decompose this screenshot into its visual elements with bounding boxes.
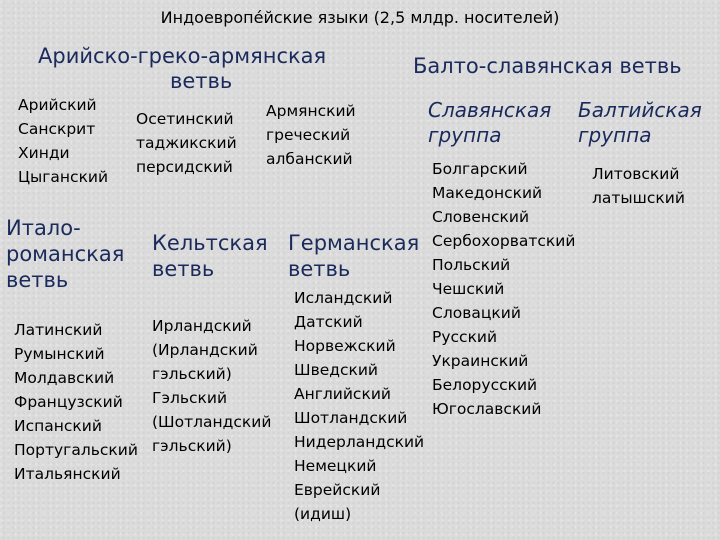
slavic-group-heading [428,98,551,148]
italo-romance-heading [6,215,124,293]
page-title: Индоевропе́йские языки (2,5 млдр. носителей) [160,8,560,27]
list-item: Латинский [14,321,103,339]
germanic-heading [288,230,419,282]
list-item: Белорусский [432,376,538,394]
list-item: (идиш) [294,505,352,523]
list-item: Македонский [432,184,543,202]
list-item: Гэльский [152,389,228,407]
list-item: латышский [592,189,685,207]
list-item: Словацкий [432,304,521,322]
list-item: гэльский) [152,437,232,455]
list-item: Литовский [592,165,680,183]
list-item: Французский [14,393,123,411]
list-item: Словенский [432,208,530,226]
list-item: таджикский [136,134,237,152]
list-item: Исландский [294,289,393,307]
heading-line: Арийско-греко-армянская [38,44,327,68]
list-item: Русский [432,328,498,346]
list-item: Португальский [14,441,138,459]
list-item: Испанский [14,417,102,435]
list-item: Норвежский [294,337,396,355]
list-item: Английский [294,385,391,403]
aryan-greek-armenian-heading [38,44,326,94]
list-item: персидский [136,158,233,176]
list-item: Итальянский [14,465,121,483]
list-item: албанский [266,150,353,168]
list-item: Арийский [18,96,97,114]
list-item: греческий [266,126,351,144]
list-item: Румынский [14,345,105,363]
list-item: Датский [294,313,363,331]
list-item: Цыганский [18,168,109,186]
list-item: Чешский [432,280,505,298]
heading-line: Германская [288,231,420,255]
germanic-list [294,286,424,526]
heading-line: ветвь [6,268,69,292]
iranian-list [136,107,237,179]
baltic-list [592,162,685,210]
list-item: Болгарский [432,160,528,178]
celtic-heading [152,230,268,282]
heading-line: Кельтская [152,231,268,255]
balto-slavic-heading: Балто-славянская ветвь [413,54,682,78]
list-item: Польский [432,256,511,274]
aryan-list [18,93,108,189]
list-item: Армянский [266,102,356,120]
list-item: Молдавский [14,369,115,387]
list-item: Сербохорватский [432,232,576,250]
list-item: (Шотландский [152,413,272,431]
heading-line: Славянская [428,98,552,122]
heading-line: ветвь [170,69,233,93]
heading-line: Балтийская [578,98,702,122]
list-item: Югославский [432,400,542,418]
celtic-list [152,314,271,458]
list-item: Украинский [432,352,529,370]
heading-line: ветвь [152,257,215,281]
list-item: Шотландский [294,409,408,427]
baltic-group-heading [578,98,702,148]
list-item: Нидерландский [294,433,425,451]
heading-line: группа [428,123,502,147]
list-item: Ирландский [152,317,252,335]
heading-line: группа [578,123,652,147]
list-item: Хинди [18,144,70,162]
list-item: Немецкий [294,457,377,475]
list-item: (Ирландский [152,341,258,359]
slavic-list [432,157,575,421]
list-item: Санскрит [18,120,96,138]
heading-line: романская [6,242,125,266]
heading-line: ветвь [288,257,351,281]
list-item: Осетинский [136,110,234,128]
list-item: Шведский [294,361,378,379]
heading-line: Итало- [6,216,81,240]
italo-romance-list [14,318,138,486]
armenian-greek-list [266,99,356,171]
list-item: Еврейский [294,481,381,499]
list-item: гэльский) [152,365,232,383]
